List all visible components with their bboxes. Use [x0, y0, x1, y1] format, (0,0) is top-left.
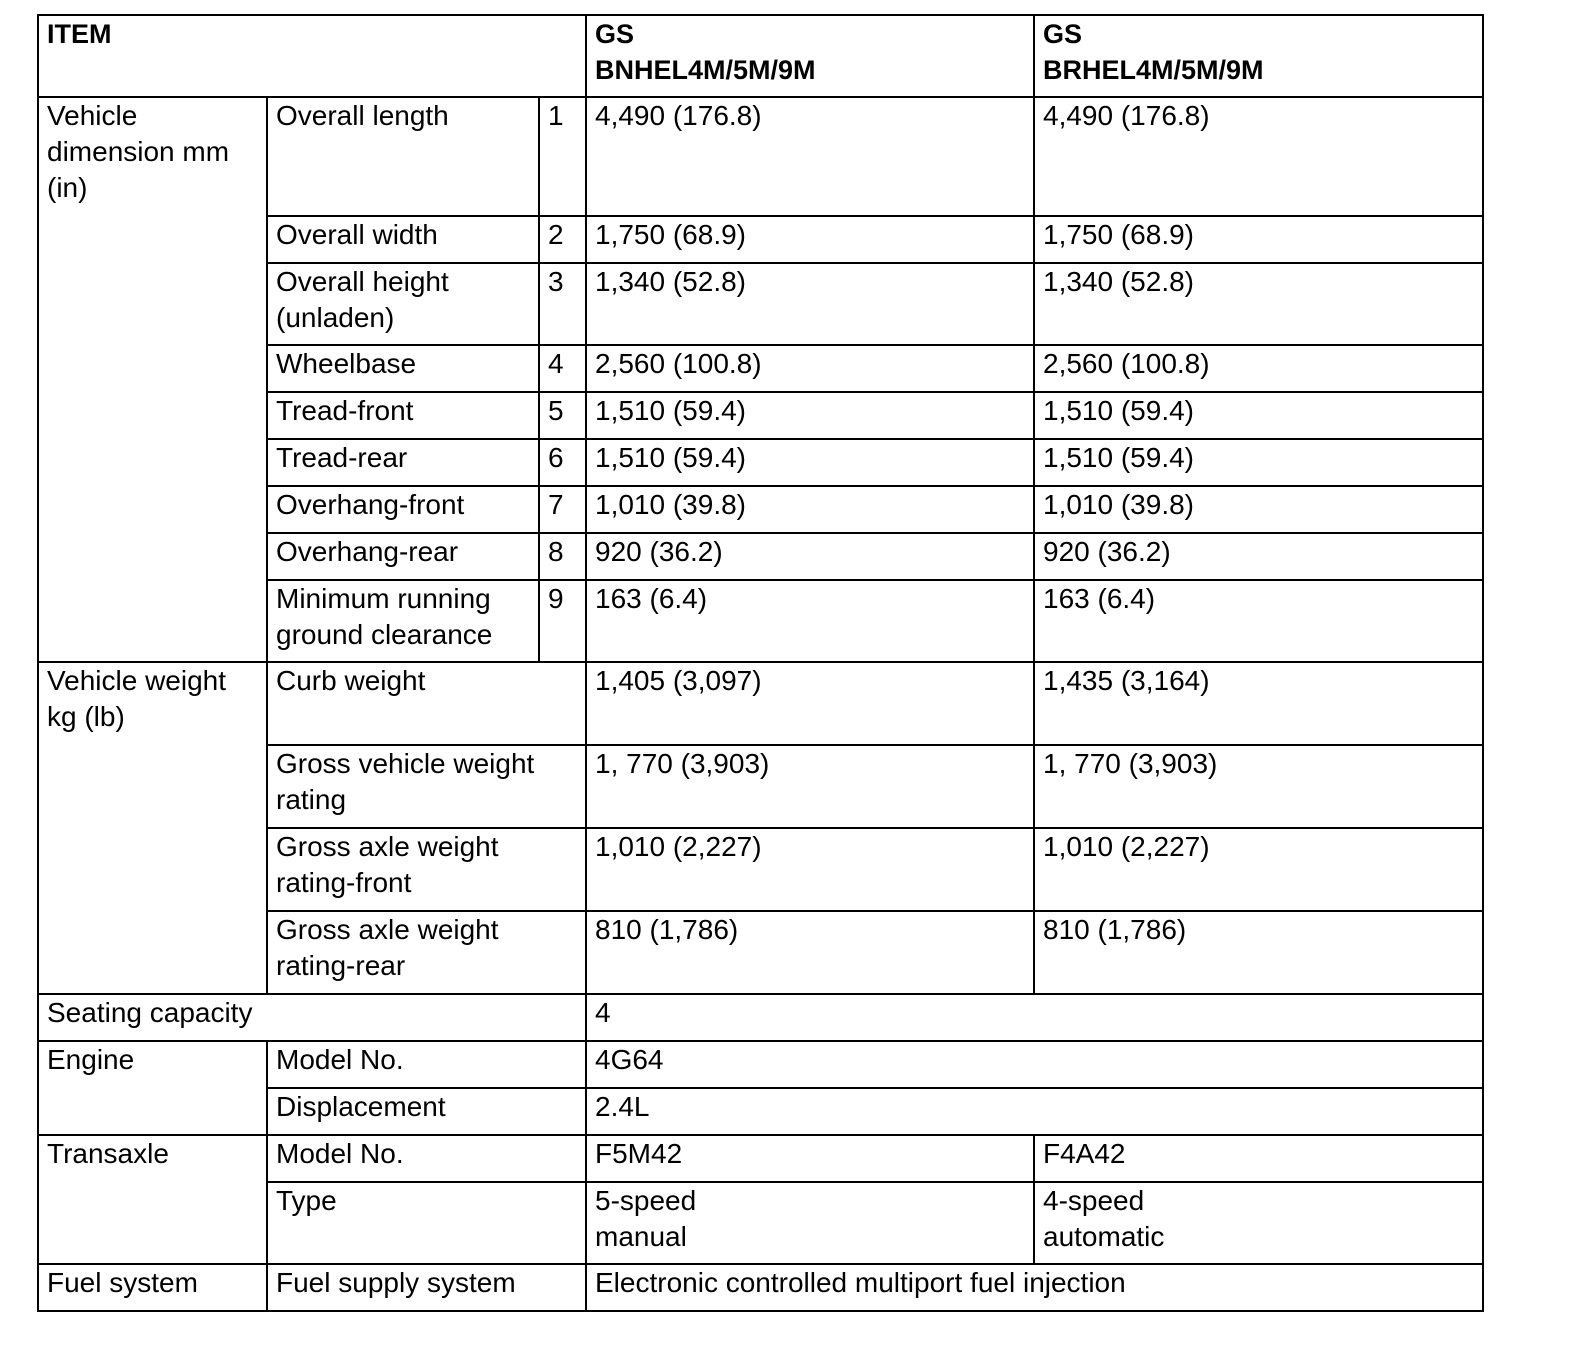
row-number: 4	[539, 345, 586, 392]
row-label: Tread-front	[267, 392, 539, 439]
group-label-fuel: Fuel system	[38, 1264, 267, 1311]
value-cell: 1,750 (68.9)	[586, 216, 1034, 263]
fuel-supply-value: Electronic controlled multiport fuel injection	[586, 1264, 1483, 1311]
group-label-transaxle: Transaxle	[38, 1135, 267, 1264]
transaxle-type-2-line1: 4-speed	[1043, 1185, 1145, 1216]
value-cell: 810 (1,786)	[1034, 911, 1483, 994]
model-header-2-line1: GS	[1043, 19, 1083, 49]
value-cell: 1,340 (52.8)	[1034, 263, 1483, 345]
value-cell: 163 (6.4)	[586, 580, 1034, 662]
value-cell: 1,010 (2,227)	[586, 828, 1034, 911]
value-cell: F5M42	[586, 1135, 1034, 1182]
row-label: Overall height (unladen)	[267, 263, 539, 345]
value-cell: 1,435 (3,164)	[1034, 662, 1483, 745]
value-cell: 4,490 (176.8)	[1034, 97, 1483, 216]
row-label: Fuel supply system	[267, 1264, 586, 1311]
row-number: 6	[539, 439, 586, 486]
row-number: 2	[539, 216, 586, 263]
value-cell: 4,490 (176.8)	[586, 97, 1034, 216]
group-label-engine: Engine	[38, 1041, 267, 1135]
row-number: 3	[539, 263, 586, 345]
table-row	[38, 662, 1483, 745]
transaxle-type-2-line2: automatic	[1043, 1221, 1165, 1252]
transaxle-type-1-line2: manual	[595, 1221, 687, 1252]
value-cell: 1,510 (59.4)	[1034, 392, 1483, 439]
value-cell: 163 (6.4)	[1034, 580, 1483, 662]
row-label: Model No.	[267, 1135, 586, 1182]
table-row	[38, 1135, 1483, 1182]
value-cell	[1034, 1182, 1483, 1264]
model-header-2	[1034, 15, 1483, 97]
row-label: Overall length	[267, 97, 539, 216]
value-cell: 920 (36.2)	[586, 533, 1034, 580]
table-row	[38, 994, 1483, 1041]
value-cell: 1,750 (68.9)	[1034, 216, 1483, 263]
row-number: 1	[539, 97, 586, 216]
transaxle-type-1-line1: 5-speed	[595, 1185, 697, 1216]
row-label: Displacement	[267, 1088, 586, 1135]
value-cell: 1,010 (39.8)	[586, 486, 1034, 533]
value-cell: 1, 770 (3,903)	[1034, 745, 1483, 828]
engine-displacement-value: 2.4L	[586, 1088, 1483, 1135]
row-label: Curb weight	[267, 662, 586, 745]
value-cell: 1,510 (59.4)	[586, 392, 1034, 439]
row-label: Gross vehicle weight rating	[267, 745, 586, 828]
value-cell: 2,560 (100.8)	[586, 345, 1034, 392]
row-label: Overhang-rear	[267, 533, 539, 580]
value-cell: 1,405 (3,097)	[586, 662, 1034, 745]
group-label-dimension: Vehicle dimension mm (in)	[38, 97, 267, 662]
specifications-table	[37, 14, 1484, 1312]
model-header-2-line2: BRHEL4M/5M/9M	[1043, 55, 1264, 85]
row-label: Gross axle weight rating-rear	[267, 911, 586, 994]
value-cell: 1, 770 (3,903)	[586, 745, 1034, 828]
row-label: Gross axle weight rating-front	[267, 828, 586, 911]
value-cell: 1,010 (2,227)	[1034, 828, 1483, 911]
row-number: 7	[539, 486, 586, 533]
row-number: 8	[539, 533, 586, 580]
table-row	[38, 1041, 1483, 1088]
row-label: Tread-rear	[267, 439, 539, 486]
value-cell: 920 (36.2)	[1034, 533, 1483, 580]
table-row	[38, 97, 1483, 216]
table-row	[38, 1264, 1483, 1311]
row-label: Overall width	[267, 216, 539, 263]
group-label-weight: Vehicle weight kg (lb)	[38, 662, 267, 994]
seating-capacity-value: 4	[586, 994, 1483, 1041]
row-label: Type	[267, 1182, 586, 1264]
seating-capacity-label: Seating capacity	[38, 994, 586, 1041]
value-cell: 810 (1,786)	[586, 911, 1034, 994]
row-label: Minimum running ground clearance	[267, 580, 539, 662]
header-row	[38, 15, 1483, 97]
item-header: ITEM	[38, 15, 586, 97]
value-cell: F4A42	[1034, 1135, 1483, 1182]
model-header-1-line1: GS	[595, 19, 635, 49]
model-header-1-line2: BNHEL4M/5M/9M	[595, 55, 816, 85]
value-cell: 1,340 (52.8)	[586, 263, 1034, 345]
model-header-1	[586, 15, 1034, 97]
row-label: Overhang-front	[267, 486, 539, 533]
value-cell: 1,510 (59.4)	[586, 439, 1034, 486]
row-label: Wheelbase	[267, 345, 539, 392]
engine-model-value: 4G64	[586, 1041, 1483, 1088]
value-cell	[586, 1182, 1034, 1264]
value-cell: 1,510 (59.4)	[1034, 439, 1483, 486]
value-cell: 2,560 (100.8)	[1034, 345, 1483, 392]
row-label: Model No.	[267, 1041, 586, 1088]
value-cell: 1,010 (39.8)	[1034, 486, 1483, 533]
row-number: 5	[539, 392, 586, 439]
row-number: 9	[539, 580, 586, 662]
